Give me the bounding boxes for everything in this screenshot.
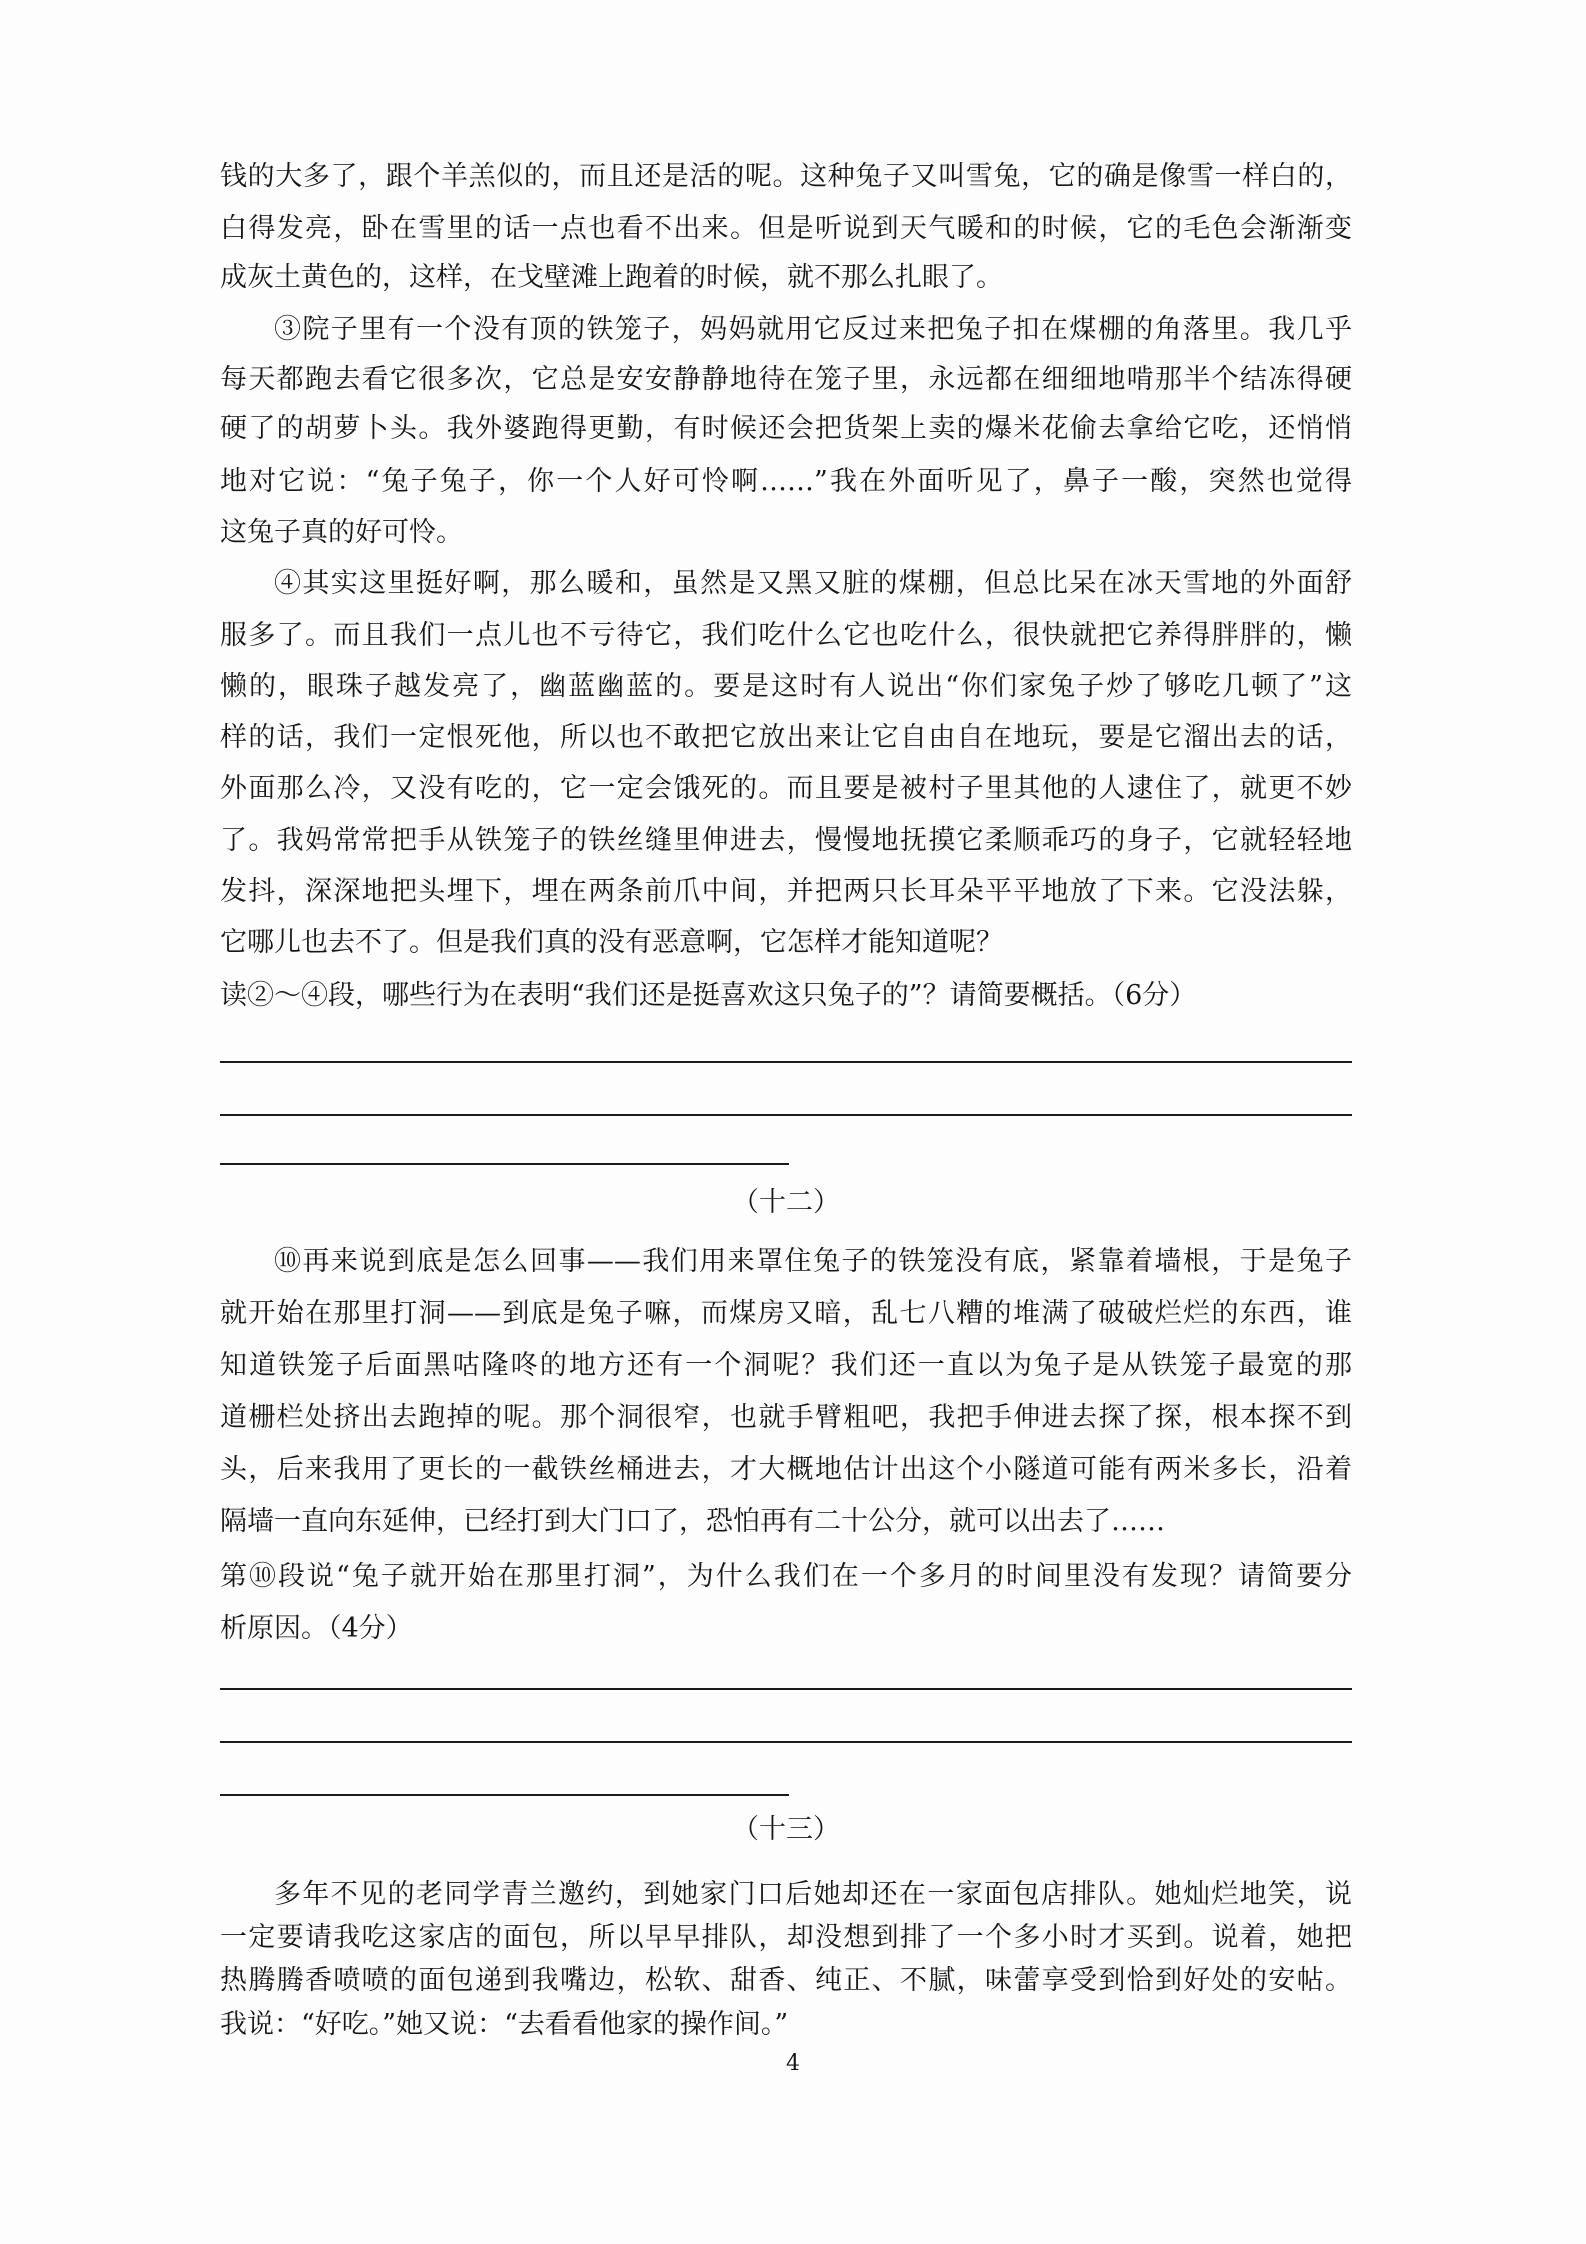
text-line: 热腾腾香喷喷的面包递到我嘴边，松软、甜香、纯正、不腻，味蕾享受到恰到好处的安帖。 [220, 1965, 1352, 1996]
text-line: 每天都跑去看它很多次，它总是安安静静地待在笼子里，永远都在细细地啃那半个结冻得硬 [220, 364, 1352, 395]
text-line: ⑩再来说到底是怎么回事——我们用来罩住兔子的铁笼没有底，紧靠着墙根，于是兔子 [274, 1246, 1352, 1277]
text-line: 多年不见的老同学青兰邀约，到她家门口后她却还在一家面包店排队。她灿烂地笑，说 [274, 1879, 1352, 1910]
text-line: 服多了。而且我们一点儿也不亏待它，我们吃什么它也吃什么，很快就把它养得胖胖的，懒 [220, 620, 1352, 651]
text-line: 外面那么冷，又没有吃的，它一定会饿死的。而且要是被村子里其他的人逮住了，就更不妙 [220, 773, 1352, 804]
text-line: 样的话，我们一定恨死他，所以也不敢把它放出来让它自由自在地玩，要是它溜出去的话， [220, 722, 1352, 753]
answer-line [220, 1163, 789, 1165]
text-line: 白得发亮，卧在雪里的话一点也看不出来。但是听说到天气暖和的时候，它的毛色会渐渐变 [220, 213, 1352, 244]
text-line: 了。我妈常常把手从铁笼子的铁丝缝里伸进去，慢慢地抚摸它柔顺乖巧的身子，它就轻轻地 [220, 825, 1352, 856]
page-number: 4 [786, 2051, 800, 2076]
text-line: 硬了的胡萝卜头。我外婆跑得更勤，有时候还会把货架上卖的爆米花偷去拿给它吃，还悄悄 [220, 413, 1352, 444]
text-line: 成灰土黄色的，这样，在戈壁滩上跑着的时候，就不那么扎眼了。 [220, 262, 1003, 293]
text-line: 知道铁笼子后面黑咕隆咚的地方还有一个洞呢？我们还一直以为兔子是从铁笼子最宽的那 [220, 1350, 1352, 1381]
answer-line [220, 1114, 1352, 1116]
text-line: ④其实这里挺好啊，那么暖和，虽然是又黑又脏的煤棚，但总比呆在冰天雪地的外面舒 [274, 568, 1352, 599]
text-line: 第⑩段说“兔子就开始在那里打洞”，为什么我们在一个多月的时间里没有发现？请简要分 [220, 1561, 1352, 1592]
text-line: 懒的，眼珠子越发亮了，幽蓝幽蓝的。要是这时有人说出“你们家兔子炒了够吃几顿了”这 [220, 671, 1352, 702]
section-heading: （十二） [732, 1187, 840, 1218]
text-line: 钱的大多了，跟个羊羔似的，而且还是活的呢。这种兔子又叫雪兔，它的确是像雪一样白的， [220, 161, 1352, 192]
question-prompt: 读②～④段，哪些行为在表明“我们还是挺喜欢这只兔子的”？请简要概括。（6分） [220, 980, 1197, 1011]
text-line: 头，后来我用了更长的一截铁丝桶进去，才大概地估计出这个小隧道可能有两米多长，沿着 [220, 1454, 1352, 1485]
text-line: 我说：“好吃。”她又说：“去看看他家的操作间。” [220, 2009, 789, 2040]
text-line: 析原因。（4分） [220, 1613, 413, 1644]
answer-line [220, 1688, 1352, 1690]
text-line: 发抖，深深地把头埋下，埋在两条前爪中间，并把两只长耳朵平平地放了下来。它没法躲， [220, 876, 1352, 907]
text-line: 这兔子真的好可怜。 [220, 517, 463, 548]
answer-line [220, 1794, 789, 1796]
text-line: 就开始在那里打洞——到底是兔子嘛，而煤房又暗，乱七八糟的堆满了破破烂烂的东西，谁 [220, 1298, 1352, 1329]
text-line: 一定要请我吃这家店的面包，所以早早排队，却没想到排了一个多小时才买到。说着，她把 [220, 1922, 1352, 1953]
section-heading: （十三） [732, 1814, 840, 1845]
text-line: ③院子里有一个没有顶的铁笼子，妈妈就用它反过来把兔子扣在煤棚的角落里。我几乎 [274, 314, 1352, 345]
text-line: 隔墙一直向东延伸，已经打到大门口了，恐怕再有二十公分，就可以出去了…… [220, 1506, 1165, 1537]
text-line: 地对它说：“兔子兔子，你一个人好可怜啊……”我在外面听见了，鼻子一酸，突然也觉得 [220, 466, 1352, 497]
text-line: 它哪儿也去不了。但是我们真的没有恶意啊，它怎样才能知道呢？ [220, 927, 1003, 958]
answer-line [220, 1061, 1352, 1063]
text-line: 道栅栏处挤出去跑掉的呢。那个洞很窄，也就手臂粗吧，我把手伸进去探了探，根本探不到 [220, 1402, 1352, 1433]
answer-line [220, 1741, 1352, 1743]
